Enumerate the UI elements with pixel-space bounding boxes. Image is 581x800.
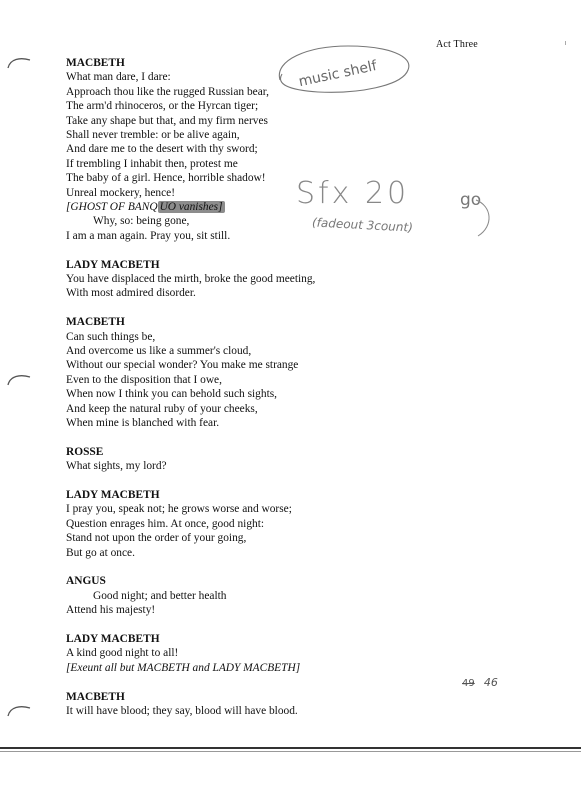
dialogue-line: Attend his majesty!	[66, 604, 156, 617]
dialogue-line: Question enrages him. At once, good night:	[66, 517, 265, 530]
new-page-number: 46	[483, 676, 498, 689]
speaker-name: MACBETH	[66, 57, 125, 69]
dialogue-line: Even to the disposition that I owe,	[66, 373, 222, 386]
dialogue-line: Why, so: being gone,	[93, 215, 190, 228]
dialogue-line: Can such things be,	[66, 330, 156, 343]
dialogue-line: I pray you, speak not; he grows worse and worse;	[66, 503, 292, 516]
script-line	[0, 646, 420, 660]
script-line	[0, 157, 420, 171]
script-line	[0, 286, 420, 300]
speaker-name: MACBETH	[66, 316, 125, 329]
page-number	[462, 676, 498, 689]
dialogue-line: When mine is blanched with fear.	[66, 417, 220, 429]
sfx-go-text: go	[460, 190, 482, 210]
dialogue-line: Without our special wonder? You make me strange	[66, 359, 299, 372]
script-line	[0, 560, 420, 574]
dialogue-line: And keep the natural ruby of your cheeks,	[66, 402, 258, 415]
cue-mark-icon	[6, 373, 32, 387]
dialogue-line: The baby of a girl. Hence, horrible shadow!	[66, 172, 266, 185]
dialogue-line: And dare me to the desert with thy sword;	[66, 143, 258, 156]
script-line	[0, 589, 420, 603]
speaker-name: ROSSE	[66, 445, 104, 458]
speaker-name: LADY MACBETH	[66, 258, 160, 271]
dialogue-line: Unreal mockery, hence!	[66, 186, 175, 199]
script-line	[0, 330, 420, 344]
script-line	[0, 272, 420, 286]
script-line	[0, 416, 420, 430]
page-bottom-rule-shadow	[0, 751, 581, 752]
dialogue-line: It will have blood; they say, blood will have blood.	[66, 705, 298, 717]
dialogue-line: Approach thou like the rugged Russian bear,	[66, 85, 269, 98]
script-line	[0, 574, 420, 588]
script-line	[0, 474, 420, 488]
script-line	[0, 373, 420, 387]
dialogue-line: What sights, my lord?	[66, 460, 167, 473]
highlighted-text: UO vanishes]	[159, 201, 223, 213]
dialogue-line: The arm'd rhinoceros, or the Hyrcan tiger;	[66, 100, 259, 113]
script-line	[0, 358, 420, 372]
dialogue-line: If trembling I inhabit then, protest me	[66, 157, 238, 170]
script-line	[0, 675, 420, 689]
script-line	[0, 459, 420, 473]
dialogue-line: With most admired disorder.	[66, 287, 196, 300]
script-line	[0, 315, 420, 329]
script-line	[0, 517, 420, 531]
script-line	[0, 502, 420, 516]
speaker-name: LADY MACBETH	[66, 633, 160, 645]
cue-mark-icon	[6, 704, 32, 718]
script-line	[0, 632, 420, 646]
script-line	[0, 114, 420, 128]
dialogue-line: Good night; and better health	[93, 589, 227, 602]
speaker-name: MACBETH	[66, 690, 125, 703]
sfx-cue-text: Sfx 20	[296, 176, 410, 211]
stage-direction: [Exeunt all but MACBETH and LADY MACBETH]	[66, 661, 301, 674]
script-line	[0, 430, 420, 444]
stage-direction-part: [GHOST OF BANQ	[66, 201, 158, 213]
act-header: Act Three	[436, 39, 478, 50]
dialogue-line: What man dare, I dare:	[66, 71, 171, 84]
script-line	[0, 704, 420, 718]
speaker-name: ANGUS	[66, 575, 106, 588]
dialogue-line: You have displaced the mirth, broke the good meeting,	[66, 273, 316, 285]
music-cue-annotation	[268, 36, 418, 106]
dialogue-line: Shall never tremble: or be alive again,	[66, 129, 240, 141]
dialogue-line: I am a man again. Pray you, sit still.	[66, 229, 231, 242]
script-line	[0, 258, 420, 272]
cue-mark-icon	[6, 56, 32, 70]
script-line	[0, 402, 420, 416]
sfx-arc-mark	[472, 198, 496, 240]
stage-direction	[66, 200, 225, 214]
script-line	[0, 488, 420, 502]
dialogue-line: A kind good night to all!	[66, 647, 179, 660]
sfx-note-text: (fadeout 3count)	[311, 215, 414, 235]
speaker-name: LADY MACBETH	[66, 489, 160, 501]
dialogue-line: And overcome us like a summer's cloud,	[66, 345, 252, 357]
script-line	[0, 690, 420, 704]
page-bottom-rule	[0, 747, 581, 749]
script-line	[0, 603, 420, 617]
script-line	[0, 344, 420, 358]
script-line	[0, 445, 420, 459]
dialogue-line: But go at once.	[66, 546, 135, 559]
dialogue-line: Stand not upon the order of your going,	[66, 532, 247, 545]
script-line	[0, 387, 420, 401]
script-line	[0, 618, 420, 632]
dialogue-line: When now I think you can behold such sights,	[66, 388, 278, 401]
script-line	[0, 142, 420, 156]
script-line	[0, 661, 420, 675]
script-line	[0, 546, 420, 560]
script-line	[0, 301, 420, 315]
margin-mark	[565, 41, 566, 45]
old-page-number: 49	[462, 678, 475, 689]
script-line	[0, 531, 420, 545]
dialogue-line: Take any shape but that, and my firm nerves	[66, 114, 268, 127]
script-line	[0, 128, 420, 142]
music-cue-text: music shelf	[297, 57, 379, 91]
